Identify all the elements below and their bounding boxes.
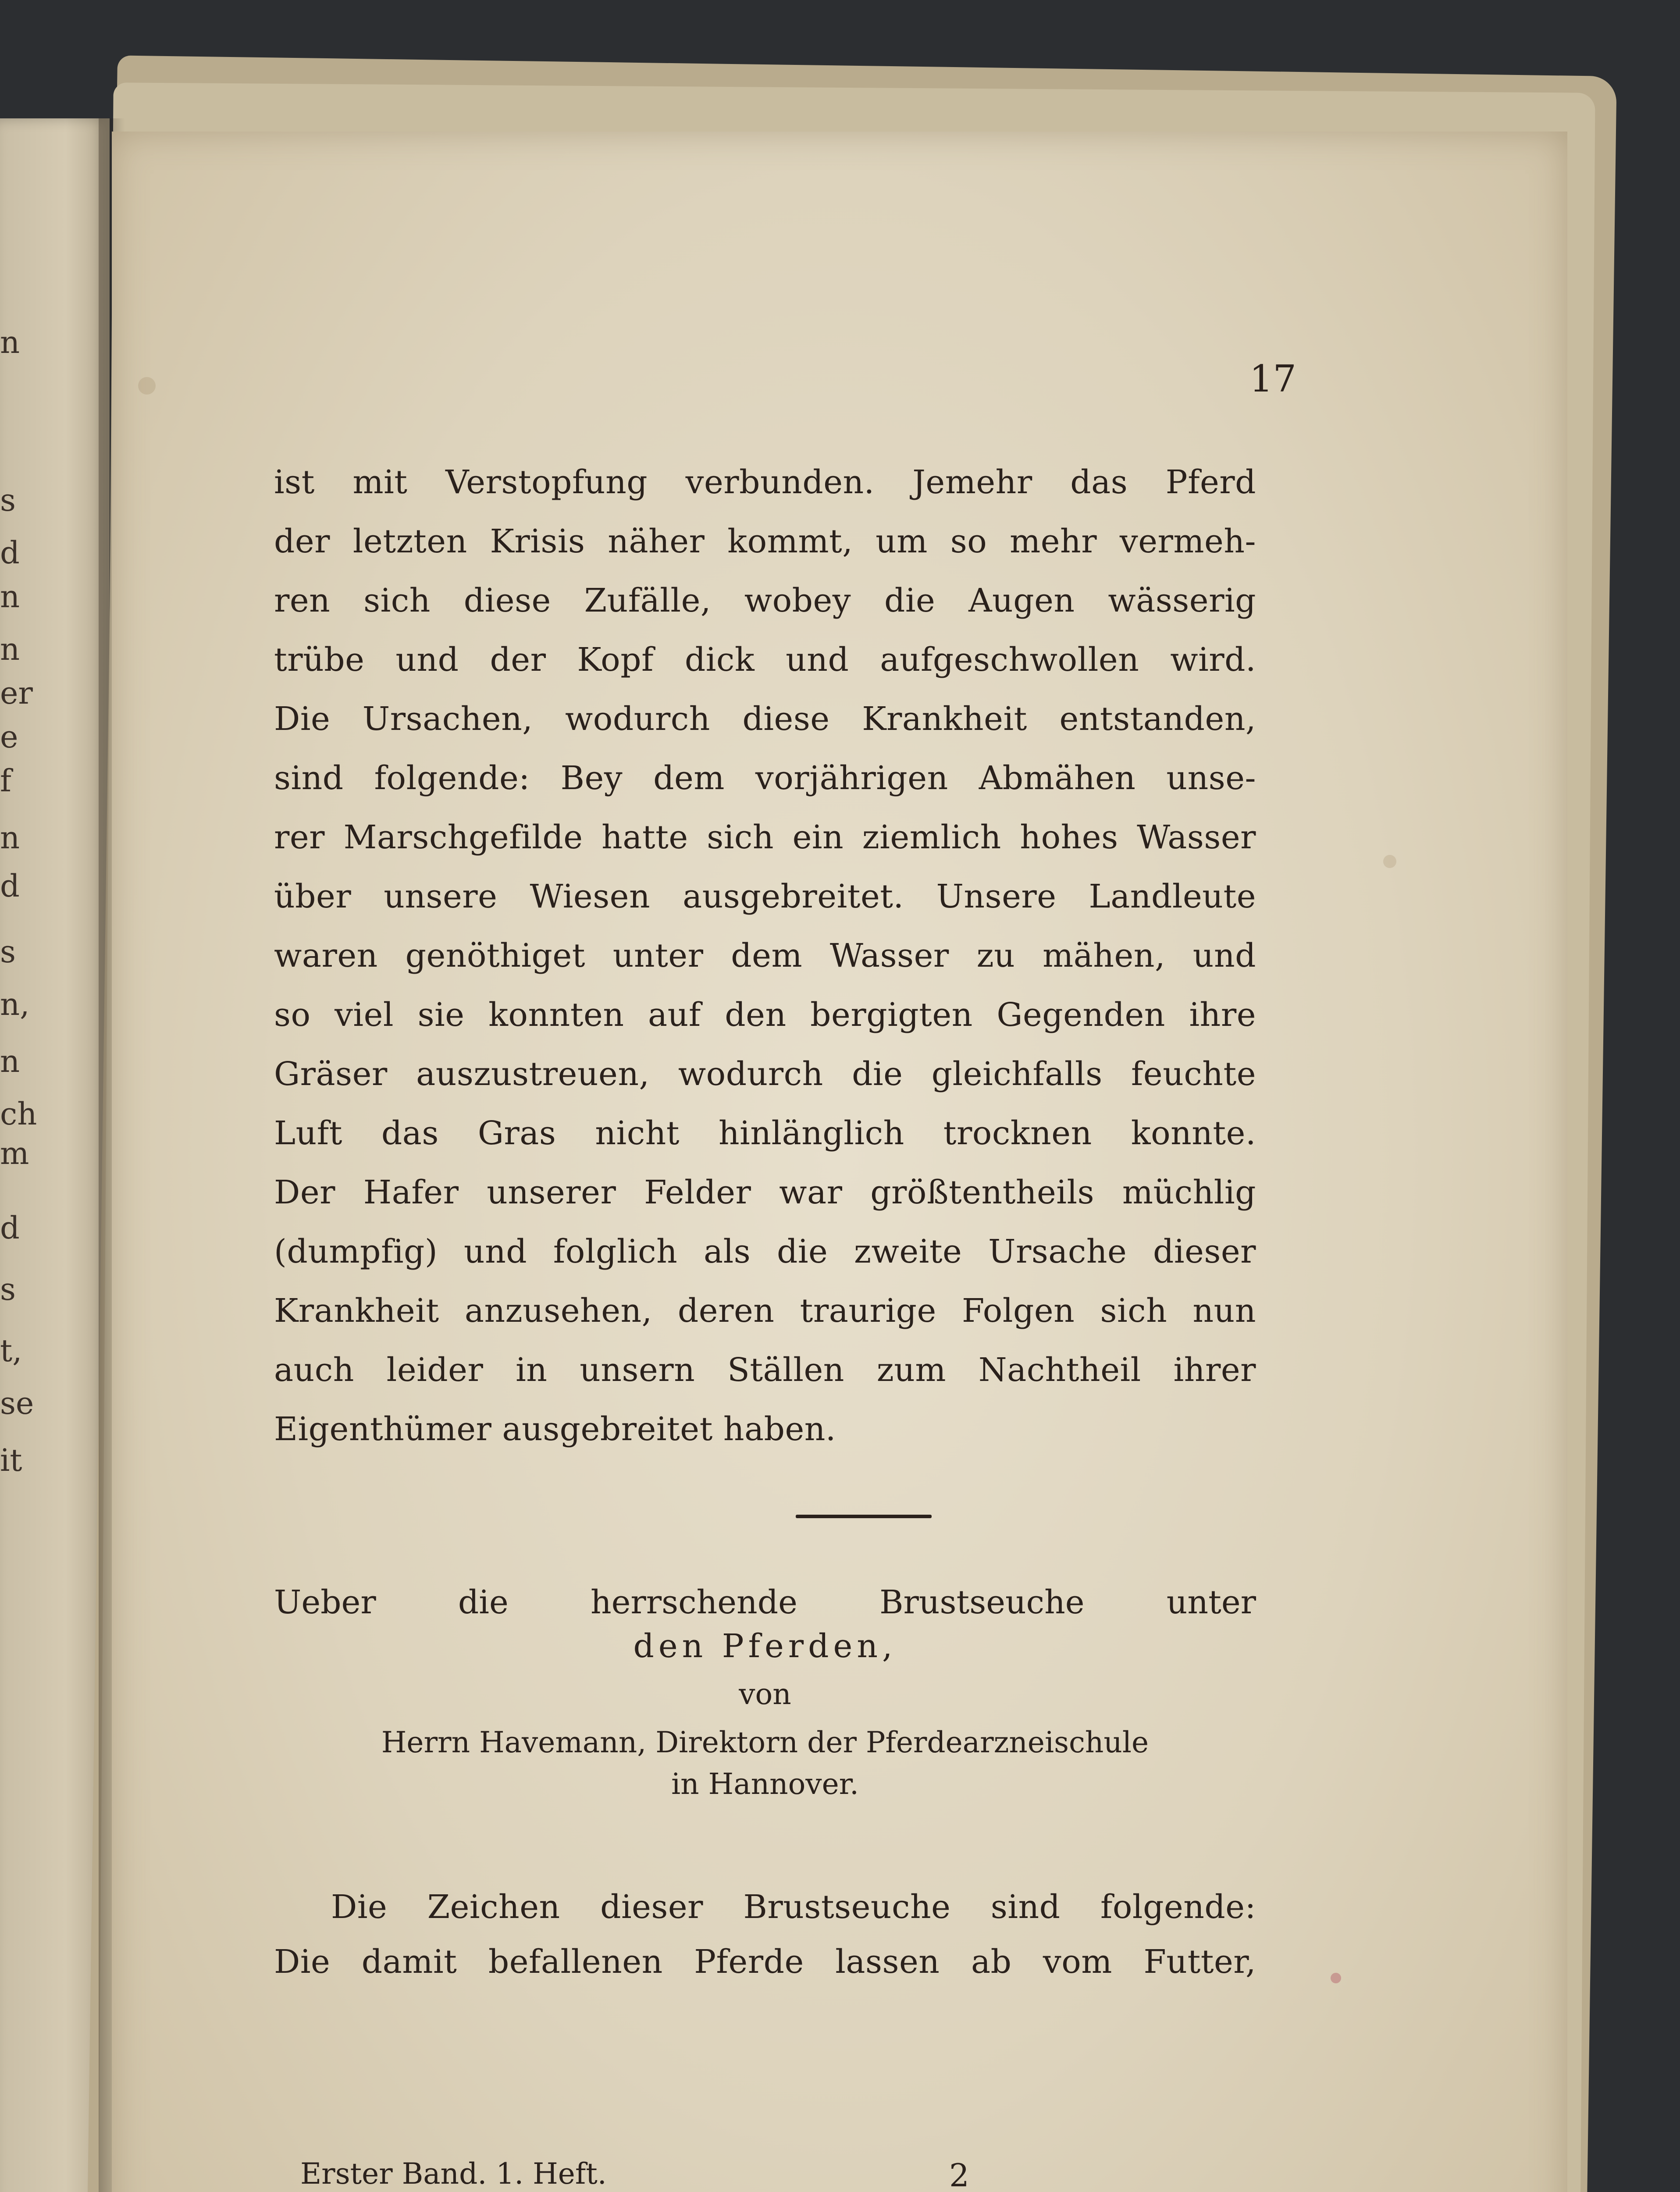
article-byline-von: von [739, 1677, 791, 1711]
left-page-text-fragment: it [0, 1442, 22, 1478]
left-page-text-fragment: n [0, 820, 20, 856]
article-author-line-1: Herrn Havemann, Direktorn der Pferdearzneischule [381, 1726, 1149, 1759]
body-text-line: Krankheit anzusehen, deren traurige Folgen sich nun [274, 1292, 1256, 1330]
left-page-text-fragment: s [0, 1271, 16, 1307]
left-page-text-fragment: s [0, 934, 16, 970]
body-text-line: Gräser auszustreuen, wodurch die gleichfalls feuchte [274, 1055, 1256, 1093]
left-page-text-fragment: n [0, 579, 20, 615]
article-title-line-1: Ueber die herrschende Brustseuche unter [274, 1584, 1256, 1621]
left-page-text-fragment: t, [0, 1333, 22, 1369]
left-page-text-fragment: er [0, 675, 33, 711]
body-text-line: rer Marschgefilde hatte sich ein ziemlich hohes Wasser [274, 818, 1256, 856]
body-text-line: auch leider in unsern Ställen zum Nachtheil ihrer [274, 1351, 1256, 1389]
article-author-line-2: in Hannover. [671, 1767, 859, 1801]
left-page-text-fragment: s [0, 482, 16, 518]
body-text-line: Der Hafer unserer Felder war größtentheils müchlig [274, 1174, 1256, 1211]
article-body-line-1: Die Zeichen dieser Brustseuche sind folgende: [331, 1888, 1256, 1926]
body-text-line: ren sich diese Zufälle, wobey die Augen wässerig [274, 582, 1256, 619]
body-text-line: Eigenthümer ausgebreitet haben. [274, 1410, 836, 1448]
left-page-text-fragment: d [0, 535, 20, 571]
body-text-line: so viel sie konnten auf den bergigten Gegenden ihre [274, 996, 1256, 1034]
signature-mark: Erster Band. 1. Heft. [300, 2157, 607, 2191]
left-page-text-fragment: n [0, 1043, 20, 1079]
body-text-line: sind folgende: Bey dem vorjährigen Abmähen unse- [274, 759, 1256, 797]
section-divider-rule [796, 1515, 932, 1518]
left-page-text-fragment: f [0, 763, 11, 799]
body-text-line: ist mit Verstopfung verbunden. Jemehr das Pferd [274, 463, 1256, 501]
body-text-line: über unsere Wiesen ausgebreitet. Unsere Landleute [274, 878, 1256, 915]
left-page-text-fragment: n [0, 324, 20, 360]
body-text-line: Luft das Gras nicht hinlänglich trocknen konnte. [274, 1114, 1256, 1152]
body-text-line: der letzten Krisis näher kommt, um so mehr vermeh- [274, 523, 1256, 560]
left-page-text-fragment: n, [0, 986, 30, 1022]
left-page-text-fragment: se [0, 1385, 34, 1421]
left-page-text-fragment: e [0, 719, 18, 755]
article-title-line-2: den Pferden, [633, 1627, 897, 1665]
book-page [112, 132, 1567, 2192]
page-footer [274, 2157, 1256, 2192]
left-page-text-fragment: m [0, 1135, 29, 1171]
left-page-text-fragment: n [0, 631, 20, 667]
page-number: 17 [1249, 357, 1296, 400]
body-text-line: trübe und der Kopf dick und aufgeschwollen wird. [274, 641, 1256, 679]
gathering-mark: 2 [949, 2157, 969, 2192]
article-body-line-2: Die damit befallenen Pferde lassen ab vom Futter, [274, 1943, 1256, 1981]
left-page-text-fragment: ch [0, 1096, 37, 1132]
body-text-line: waren genöthiget unter dem Wasser zu mähen, und [274, 937, 1256, 975]
body-text-line: Die Ursachen, wodurch diese Krankheit entstanden, [274, 700, 1256, 738]
left-page-text-fragment: d [0, 868, 20, 904]
body-text-line: (dumpfig) und folglich als die zweite Ursache dieser [274, 1233, 1256, 1270]
left-page-text-fragment: d [0, 1210, 20, 1246]
